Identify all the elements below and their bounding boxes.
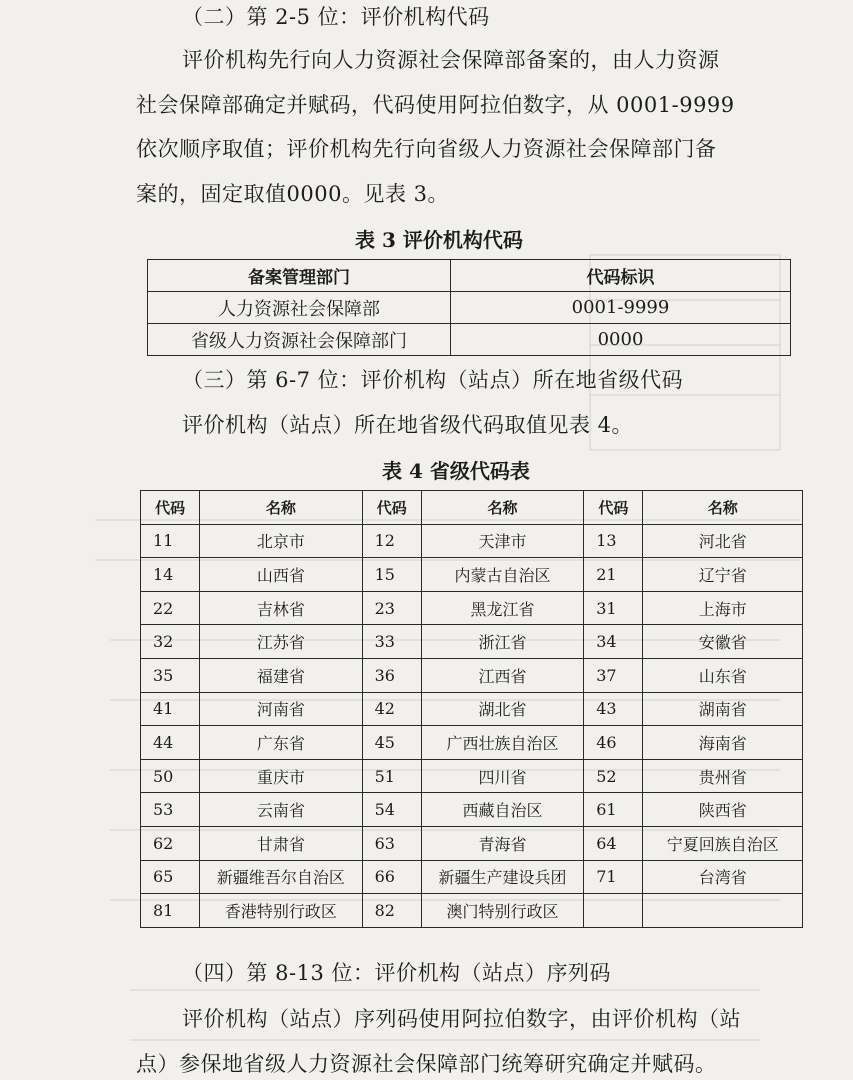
section-heading-3: （三）第 6-7 位：评价机构（站点）所在地省级代码 (182, 368, 684, 392)
table3-institution-codes (147, 259, 791, 356)
province-name-cell: 山东省 (643, 658, 803, 692)
province-name-cell: 浙江省 (421, 625, 583, 659)
province-code-cell: 13 (584, 524, 643, 558)
paragraph-line: 点）参保地省级人力资源社会保障部门统筹研究确定并赋码。 (136, 1052, 717, 1076)
province-name-cell: 黑龙江省 (421, 591, 583, 625)
table-row (141, 524, 803, 558)
province-code-cell: 61 (584, 793, 643, 827)
province-name-cell: 台湾省 (643, 860, 803, 894)
province-code-cell (584, 894, 643, 928)
province-name-cell: 安徽省 (643, 625, 803, 659)
province-code-cell: 44 (141, 726, 200, 760)
table4-province-codes (140, 490, 803, 928)
table-row (141, 759, 803, 793)
province-name-cell: 甘肃省 (200, 826, 362, 860)
header-code: 代码 (362, 491, 421, 525)
province-code-cell: 11 (141, 524, 200, 558)
province-code-cell: 81 (141, 894, 200, 928)
province-name-cell: 海南省 (643, 726, 803, 760)
province-code-cell: 54 (362, 793, 421, 827)
header-name: 名称 (421, 491, 583, 525)
province-code-cell: 53 (141, 793, 200, 827)
province-name-cell: 河南省 (200, 692, 362, 726)
province-name-cell: 青海省 (421, 826, 583, 860)
table-row (141, 558, 803, 592)
province-code-cell: 82 (362, 894, 421, 928)
province-name-cell: 广西壮族自治区 (421, 726, 583, 760)
province-code-cell: 31 (584, 591, 643, 625)
header-code: 代码 (141, 491, 200, 525)
table-cell: 省级人力资源社会保障部门 (148, 324, 451, 356)
table-cell: 0001-9999 (451, 292, 791, 324)
province-name-cell: 湖南省 (643, 692, 803, 726)
table-cell: 人力资源社会保障部 (148, 292, 451, 324)
paragraph-line: 社会保障部确定并赋码，代码使用阿拉伯数字，从 0001-9999 (136, 93, 735, 117)
paragraph-line: 案的，固定取值0000。见表 3。 (136, 182, 449, 206)
province-code-cell: 32 (141, 625, 200, 659)
paragraph-line: 评价机构（站点）所在地省级代码取值见表 4。 (182, 413, 634, 437)
table-row (141, 658, 803, 692)
table-cell: 0000 (451, 324, 791, 356)
province-name-cell: 陕西省 (643, 793, 803, 827)
province-name-cell: 山西省 (200, 558, 362, 592)
province-code-cell: 42 (362, 692, 421, 726)
header-name: 名称 (643, 491, 803, 525)
table-row (141, 591, 803, 625)
province-code-cell: 37 (584, 658, 643, 692)
province-name-cell: 河北省 (643, 524, 803, 558)
province-name-cell: 辽宁省 (643, 558, 803, 592)
province-name-cell: 重庆市 (200, 759, 362, 793)
province-name-cell (643, 894, 803, 928)
province-name-cell: 湖北省 (421, 692, 583, 726)
province-code-cell: 34 (584, 625, 643, 659)
province-code-cell: 51 (362, 759, 421, 793)
table-row (141, 726, 803, 760)
province-name-cell: 新疆维吾尔自治区 (200, 860, 362, 894)
table-row (141, 894, 803, 928)
province-code-cell: 65 (141, 860, 200, 894)
province-name-cell: 天津市 (421, 524, 583, 558)
province-code-cell: 43 (584, 692, 643, 726)
table4-body (141, 524, 803, 927)
table-row (148, 292, 791, 324)
province-name-cell: 北京市 (200, 524, 362, 558)
header-code: 代码 (584, 491, 643, 525)
province-code-cell: 46 (584, 726, 643, 760)
paragraph-line: 依次顺序取值；评价机构先行向省级人力资源社会保障部门备 (136, 137, 717, 161)
table-row (141, 826, 803, 860)
province-code-cell: 22 (141, 591, 200, 625)
province-name-cell: 上海市 (643, 591, 803, 625)
province-name-cell: 四川省 (421, 759, 583, 793)
province-code-cell: 36 (362, 658, 421, 692)
province-code-cell: 50 (141, 759, 200, 793)
table-row (141, 860, 803, 894)
province-code-cell: 41 (141, 692, 200, 726)
province-name-cell: 广东省 (200, 726, 362, 760)
province-code-cell: 15 (362, 558, 421, 592)
table-row (141, 692, 803, 726)
province-code-cell: 35 (141, 658, 200, 692)
province-code-cell: 14 (141, 558, 200, 592)
province-name-cell: 香港特别行政区 (200, 894, 362, 928)
table-row (141, 793, 803, 827)
table4-caption: 表 4 省级代码表 (382, 459, 530, 483)
table-header-row (148, 260, 791, 292)
province-code-cell: 71 (584, 860, 643, 894)
province-code-cell: 23 (362, 591, 421, 625)
province-name-cell: 吉林省 (200, 591, 362, 625)
province-code-cell: 62 (141, 826, 200, 860)
province-name-cell: 福建省 (200, 658, 362, 692)
province-name-cell: 宁夏回族自治区 (643, 826, 803, 860)
section-heading-4: （四）第 8-13 位：评价机构（站点）序列码 (182, 961, 612, 985)
province-name-cell: 江苏省 (200, 625, 362, 659)
province-code-cell: 12 (362, 524, 421, 558)
table-row (141, 625, 803, 659)
province-name-cell: 新疆生产建设兵团 (421, 860, 583, 894)
province-code-cell: 45 (362, 726, 421, 760)
paragraph-line: 评价机构先行向人力资源社会保障部备案的，由人力资源 (182, 48, 720, 72)
province-name-cell: 西藏自治区 (421, 793, 583, 827)
province-name-cell: 江西省 (421, 658, 583, 692)
province-code-cell: 21 (584, 558, 643, 592)
table3-header-code: 代码标识 (451, 260, 791, 292)
province-code-cell: 66 (362, 860, 421, 894)
paragraph-line: 评价机构（站点）序列码使用阿拉伯数字，由评价机构（站 (182, 1007, 741, 1031)
section-heading-2: （二）第 2-5 位：评价机构代码 (182, 5, 490, 29)
province-name-cell: 云南省 (200, 793, 362, 827)
table3-header-department: 备案管理部门 (148, 260, 451, 292)
province-name-cell: 内蒙古自治区 (421, 558, 583, 592)
province-code-cell: 33 (362, 625, 421, 659)
province-name-cell: 贵州省 (643, 759, 803, 793)
province-code-cell: 63 (362, 826, 421, 860)
table-row (148, 324, 791, 356)
province-code-cell: 64 (584, 826, 643, 860)
province-code-cell: 52 (584, 759, 643, 793)
table-header-row (141, 491, 803, 525)
table3-caption: 表 3 评价机构代码 (355, 228, 523, 252)
header-name: 名称 (200, 491, 362, 525)
province-name-cell: 澳门特别行政区 (421, 894, 583, 928)
